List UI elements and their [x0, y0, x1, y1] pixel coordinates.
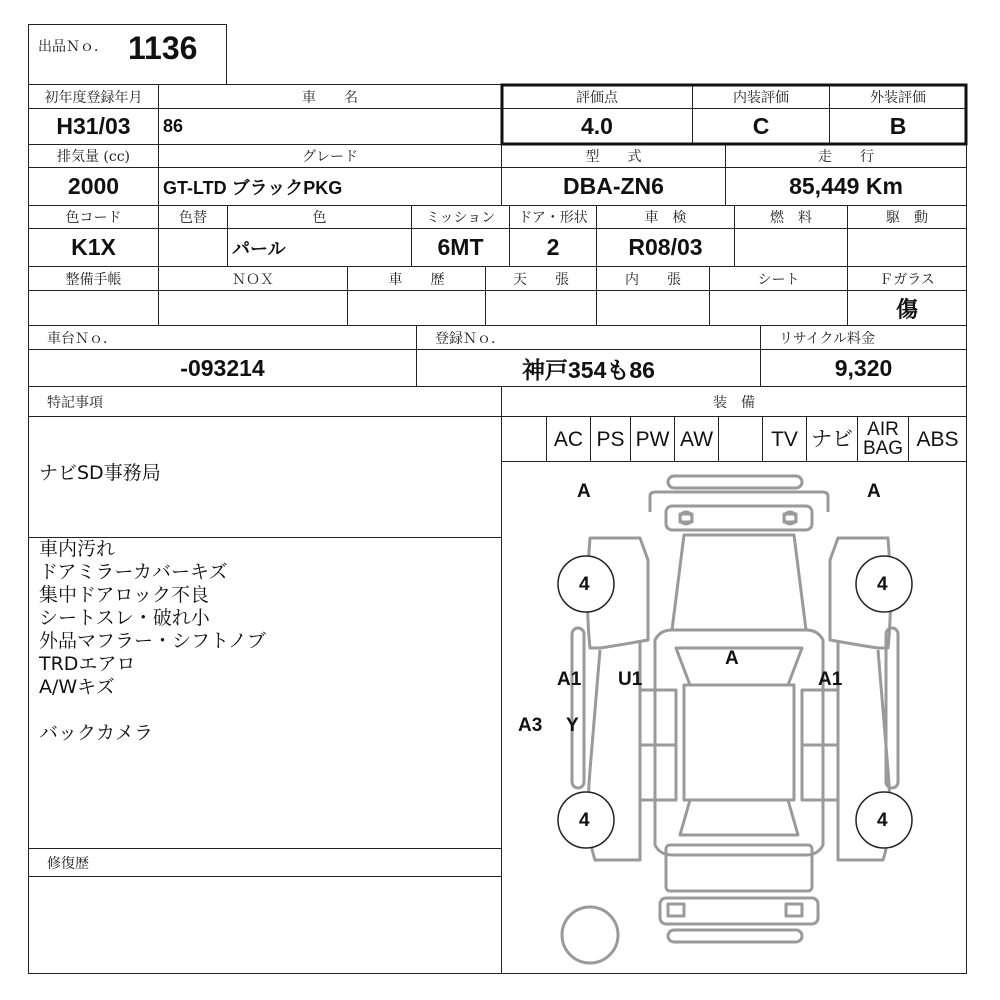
lot-number: 1136 — [128, 30, 198, 66]
drive-value — [848, 229, 966, 266]
registration-number-label: 登録Ｎｏ． — [435, 330, 505, 347]
inspection-label: 車 検 — [644, 210, 687, 226]
tire-tread-rear-right: 4 — [877, 810, 888, 831]
displacement-value: 2000 — [67, 173, 120, 199]
vehicle-history-label: 車 歴 — [388, 271, 445, 288]
remarks-label: 特記事項 — [47, 394, 103, 411]
damage-mark-front-right: A — [867, 481, 881, 502]
tire-tread-front-left: 4 — [579, 574, 590, 595]
registration-number-value: 神戸354も86 — [522, 356, 655, 383]
equipment-item-ac: AC — [553, 427, 584, 451]
displacement-label: 排気量 (cc) — [56, 149, 131, 165]
chassis-number-label: 車台Ｎｏ． — [47, 330, 117, 347]
headliner-label: 天 張 — [513, 271, 569, 288]
front-glass-label: Ｆガラス — [879, 271, 935, 288]
damage-mark-left-sill-y: Y — [566, 715, 579, 736]
equipment-item — [502, 417, 546, 461]
remarks-item: TRDエアロ — [39, 653, 136, 675]
door-shape-value: 2 — [546, 234, 560, 260]
equipment-item-tv: TV — [771, 427, 798, 451]
remarks-item: バックカメラ — [39, 722, 154, 744]
mileage-label: 走 行 — [818, 149, 874, 165]
recycle-fee-label: リサイクル料金 — [779, 330, 876, 347]
color-value: パール — [232, 238, 286, 259]
maintenance-book-label: 整備手帳 — [65, 271, 122, 288]
car-name-value: 86 — [163, 116, 184, 136]
score-value: 4.0 — [581, 113, 613, 139]
remarks-item: 集中ドアロック不良 — [39, 584, 210, 606]
car-name-label: 車 名 — [302, 89, 358, 106]
transmission-value: 6MT — [437, 234, 484, 260]
equipment-item-ps: PS — [596, 427, 625, 451]
tire-tread-front-right: 4 — [877, 574, 888, 595]
damage-mark-front-left: A — [577, 481, 591, 502]
tire-tread-rear-left: 4 — [579, 810, 590, 831]
model-code-value: DBA-ZN6 — [563, 173, 664, 199]
equipment-item-aw: AW — [679, 427, 714, 451]
inspection-value: R08/03 — [628, 234, 703, 260]
damage-mark-left-pillar: U1 — [618, 669, 643, 690]
color-code-value: K1X — [71, 234, 116, 260]
interior-trim-label: 内 張 — [625, 271, 681, 288]
remarks-item: A/Wキズ — [39, 676, 115, 698]
grade-value: GT-LTD ブラックPKG — [163, 177, 343, 198]
damage-mark-left-front-panel: A1 — [557, 669, 582, 690]
model-code-label: 型 式 — [585, 149, 642, 165]
reg-year-label: 初年度登録年月 — [44, 89, 143, 106]
fuel-label: 燃 料 — [770, 210, 812, 226]
damage-mark-left-sill: A3 — [518, 715, 543, 736]
color-change-value — [159, 229, 227, 266]
interior-rating-label: 内装評価 — [733, 89, 789, 106]
door-shape-label: ドア・形状 — [518, 210, 588, 226]
repair-history-label: 修復歴 — [47, 855, 89, 872]
interior-rating-value: C — [752, 113, 770, 139]
equipment-item-airbag: AIR BAG — [862, 419, 904, 459]
color-code-label: 色コード — [65, 210, 122, 226]
lot-number-label: 出品Ｎｏ． — [38, 39, 108, 55]
nox-label: ＮＯＸ — [232, 271, 274, 288]
damage-mark-right-panel: A1 — [818, 669, 843, 690]
mileage-value: 85,449 Km — [789, 173, 903, 199]
recycle-fee-value: 9,320 — [834, 354, 893, 381]
chassis-number-value: -093214 — [180, 354, 265, 381]
equipment-item-pw: PW — [635, 427, 670, 451]
remarks-list — [39, 538, 266, 745]
remarks-line-1: ナビSD事務局 — [39, 462, 161, 484]
color-change-label: 色替 — [179, 210, 207, 226]
seat-label: シート — [757, 271, 800, 288]
exterior-rating-label: 外装評価 — [870, 89, 926, 106]
equipment-label: 装 備 — [713, 394, 755, 411]
remarks-item: 車内汚れ — [39, 538, 116, 560]
score-label: 評価点 — [576, 89, 618, 106]
remarks-item — [39, 699, 266, 722]
damage-mark-windshield: A — [725, 648, 739, 669]
reg-year-value: H31/03 — [56, 113, 131, 139]
remarks-item: 外品マフラー・シフトノブ — [39, 630, 266, 652]
transmission-label: ミッション — [425, 210, 496, 226]
fuel-value — [735, 229, 847, 266]
grade-label: グレード — [302, 149, 358, 165]
equipment-item-abs: ABS — [916, 427, 959, 451]
drive-label: 駆 動 — [886, 210, 928, 226]
equipment-item-navi: ナビ — [811, 427, 853, 451]
color-label: 色 — [312, 210, 327, 226]
equipment-item — [719, 417, 762, 461]
front-glass-value: 傷 — [895, 297, 918, 323]
exterior-rating-value: B — [889, 113, 907, 139]
remarks-item: ドアミラーカバーキズ — [39, 561, 228, 583]
remarks-item: シートスレ・破れ小 — [39, 607, 210, 629]
